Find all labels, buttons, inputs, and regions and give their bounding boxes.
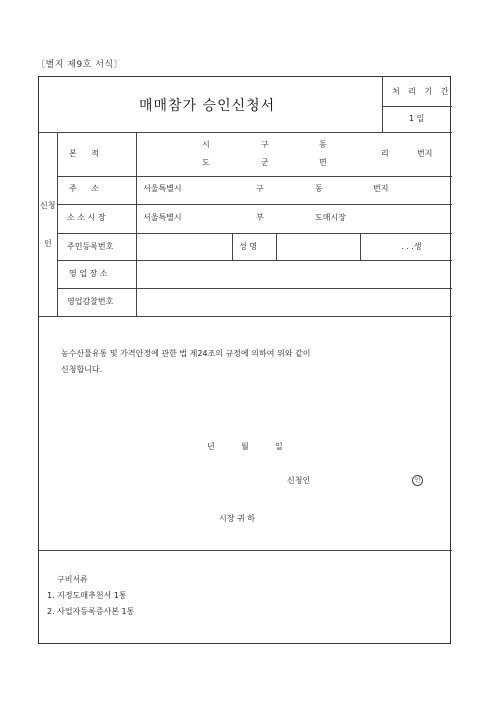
addressee: 시장 귀 하 — [219, 514, 255, 523]
form-title: 매매참가 승인신청서 — [139, 98, 276, 114]
resident-number-rule — [232, 233, 233, 260]
statement-line-1: 농수산물유통 및 가격안정에 관한 법 제24조의 규정에 의하여 위와 같이 — [61, 349, 311, 358]
header-bottom-rule — [39, 132, 452, 133]
market-city: 서울특별시 — [143, 213, 182, 222]
processing-column-rule — [382, 77, 383, 132]
domicile-do: 도 — [202, 158, 210, 167]
market-bottom-rule — [57, 233, 452, 234]
date-month: 월 — [241, 442, 249, 451]
applicant-section-bottom-rule — [39, 316, 452, 317]
signer-label: 신청인 — [287, 476, 311, 485]
business-place-bottom-rule — [57, 288, 452, 289]
domicile-ri: 리 — [381, 149, 389, 158]
statement-section-bottom-rule — [39, 550, 452, 551]
statement-line-2: 신청합니다. — [61, 365, 103, 374]
seal-mark: 인 — [412, 475, 423, 486]
market-label: 소 소 시 장 — [67, 213, 106, 222]
applicant-label-bottom: 인 — [44, 239, 52, 248]
label-column-rule — [136, 132, 137, 316]
form-number-label: 〔별지 제9호 서식〕 — [36, 60, 124, 70]
application-form-frame — [38, 76, 451, 644]
domicile-label: 본 적 — [69, 149, 105, 158]
address-city: 서울특별시 — [143, 184, 182, 193]
documents-item-1: 1. 지정도매추천서 1통 — [47, 591, 127, 600]
address-label: 주 소 — [69, 184, 105, 193]
processing-period-label: 처 리 기 간 — [392, 87, 452, 96]
business-place-label: 영 업 장 소 — [69, 269, 108, 278]
documents-item-2: 2. 사업자등록증사본 1통 — [47, 607, 135, 616]
applicant-label-top: 신청 — [40, 201, 56, 210]
market-bu: 부 — [256, 213, 264, 222]
address-gu: 구 — [256, 184, 264, 193]
address-beonji: 번지 — [373, 184, 389, 193]
domicile-dong: 동 — [319, 140, 327, 149]
resident-bottom-rule — [57, 260, 452, 261]
name-label: 성 명 — [239, 242, 257, 251]
domicile-beonji: 번지 — [417, 149, 433, 158]
resident-number-label: 주민등록번호 — [67, 242, 114, 251]
name-label-rule — [276, 233, 277, 260]
domicile-bottom-rule — [57, 176, 452, 177]
date-year: 년 — [207, 442, 215, 451]
documents-heading: 구비서류 — [57, 575, 88, 584]
date-day: 일 — [275, 442, 283, 451]
domicile-gu: 구 — [261, 140, 269, 149]
business-id-label: 영업감찰번호 — [67, 297, 114, 306]
address-dong: 동 — [315, 184, 323, 193]
domicile-si: 시 — [202, 140, 210, 149]
market-name: 도매시장 — [315, 213, 346, 222]
birth-date-placeholder: . . .생 — [401, 242, 422, 251]
domicile-gun: 군 — [261, 158, 269, 167]
address-bottom-rule — [57, 204, 452, 205]
domicile-myeon: 면 — [319, 158, 327, 167]
processing-divider — [382, 106, 452, 107]
processing-period-value: 1 일 — [409, 114, 425, 123]
name-value-rule — [360, 233, 361, 260]
applicant-column-rule — [57, 132, 58, 316]
